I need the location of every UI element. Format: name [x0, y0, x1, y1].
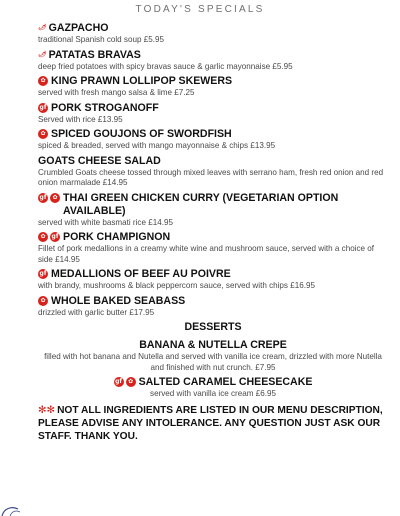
- dish-name: GAZPACHO: [48, 22, 109, 34]
- list-item: [38, 268, 388, 292]
- dish-name: SPICED GOUJONS OF SWORDFISH: [51, 128, 232, 140]
- dish-description: deep fried potatoes with spicy bravas sauce & garlic mayonnaise £5.95: [38, 61, 293, 71]
- list-item: [38, 75, 388, 99]
- page-title: TODAY'S SPECIALS: [135, 4, 265, 15]
- list-item: [38, 376, 388, 400]
- dish-name: PATATAS BRAVAS: [48, 48, 141, 61]
- logo-icon: [0, 506, 40, 516]
- spicy-pepper-icon: 🌶: [38, 24, 46, 31]
- gluten-free-icon: gf: [39, 103, 47, 111]
- dish-name: KING PRAWN LOLLIPOP SKEWERS: [51, 75, 233, 87]
- gluten-free-icon: gf: [115, 378, 123, 385]
- dish-name: MEDALLIONS OF BEEF AU POIVRE: [51, 268, 231, 280]
- dish-name: SALTED CARAMEL CHEESECAKE: [138, 376, 313, 388]
- gluten-free-icon: gf: [51, 233, 59, 240]
- dish-description: Crumbled Goats cheese tossed through mixed leaves with serrano ham, fresh red onion and red onion marmalade £14.95: [38, 167, 384, 187]
- dish-description: Fillet of pork medallions in a creamy white wine and mushroom sauce, served with a choice of side £14.95: [38, 244, 375, 264]
- list-item: [38, 339, 388, 373]
- allergen-icon: ✿: [38, 232, 48, 242]
- list-item: [38, 231, 388, 265]
- notice-text: NOT ALL INGREDIENTS ARE LISTED IN OUR MENU DESCRIPTION, PLEASE ADVISE ANY INTOLERANCE. ANY QUESTION JUST ASK OUR STAFF. THANK YOU.: [38, 404, 383, 442]
- dish-description: served with white basmati rice £14.95: [38, 217, 173, 227]
- dish-name: PORK CHAMPIGNON: [63, 231, 171, 243]
- list-item: [38, 102, 388, 126]
- dish-name: BANANA & NUTELLA CREPE: [139, 339, 287, 351]
- dish-description: served with vanilla ice cream £6.95: [150, 389, 276, 398]
- allergen-icon: ✿: [38, 76, 48, 86]
- dish-description: filled with hot banana and Nutella and served with vanilla ice cream, drizzled with more Nutella and finished with nut crunch. £7.95: [44, 352, 382, 372]
- list-item: [38, 49, 388, 73]
- dish-description: traditional Spanish cold soup £5.95: [38, 35, 164, 44]
- list-item: [38, 128, 388, 152]
- specials-list: [38, 22, 388, 443]
- list-item: [38, 295, 388, 319]
- list-item: [38, 155, 388, 189]
- dish-description: Served with rice £13.95: [38, 114, 123, 124]
- list-item: [38, 22, 388, 46]
- allergen-icon: ✿: [38, 129, 48, 139]
- allergen-icon: ✿: [50, 193, 60, 203]
- dish-description: served with fresh mango salsa & lime £7.25: [38, 88, 195, 97]
- gluten-free-icon: gf: [39, 270, 47, 277]
- gluten-free-icon: gf: [39, 193, 47, 201]
- dish-description: with brandy, mushrooms & black peppercorn sauce, served with chips £16.95: [38, 281, 315, 290]
- allergen-icon: ✿: [38, 296, 48, 306]
- asterisk-icon: ✻✻: [38, 404, 56, 416]
- desserts-heading: DESSERTS: [184, 321, 242, 333]
- dish-name: GOATS CHEESE SALAD: [38, 154, 161, 167]
- dish-name: THAI GREEN CHICKEN CURRY (VEGETARIAN OPTION AVAILABLE): [63, 191, 339, 217]
- dish-description: spiced & breaded, served with mango mayonnaise & chips £13.95: [38, 141, 276, 150]
- allergen-icon: ✿: [126, 377, 136, 387]
- spicy-pepper-icon: 🌶: [38, 50, 46, 58]
- dish-description: drizzled with garlic butter £17.95: [38, 307, 155, 317]
- dish-name: PORK STROGANOFF: [51, 101, 159, 114]
- allergen-notice: [38, 404, 388, 443]
- dish-name: WHOLE BAKED SEABASS: [51, 294, 186, 307]
- list-item: [38, 192, 388, 229]
